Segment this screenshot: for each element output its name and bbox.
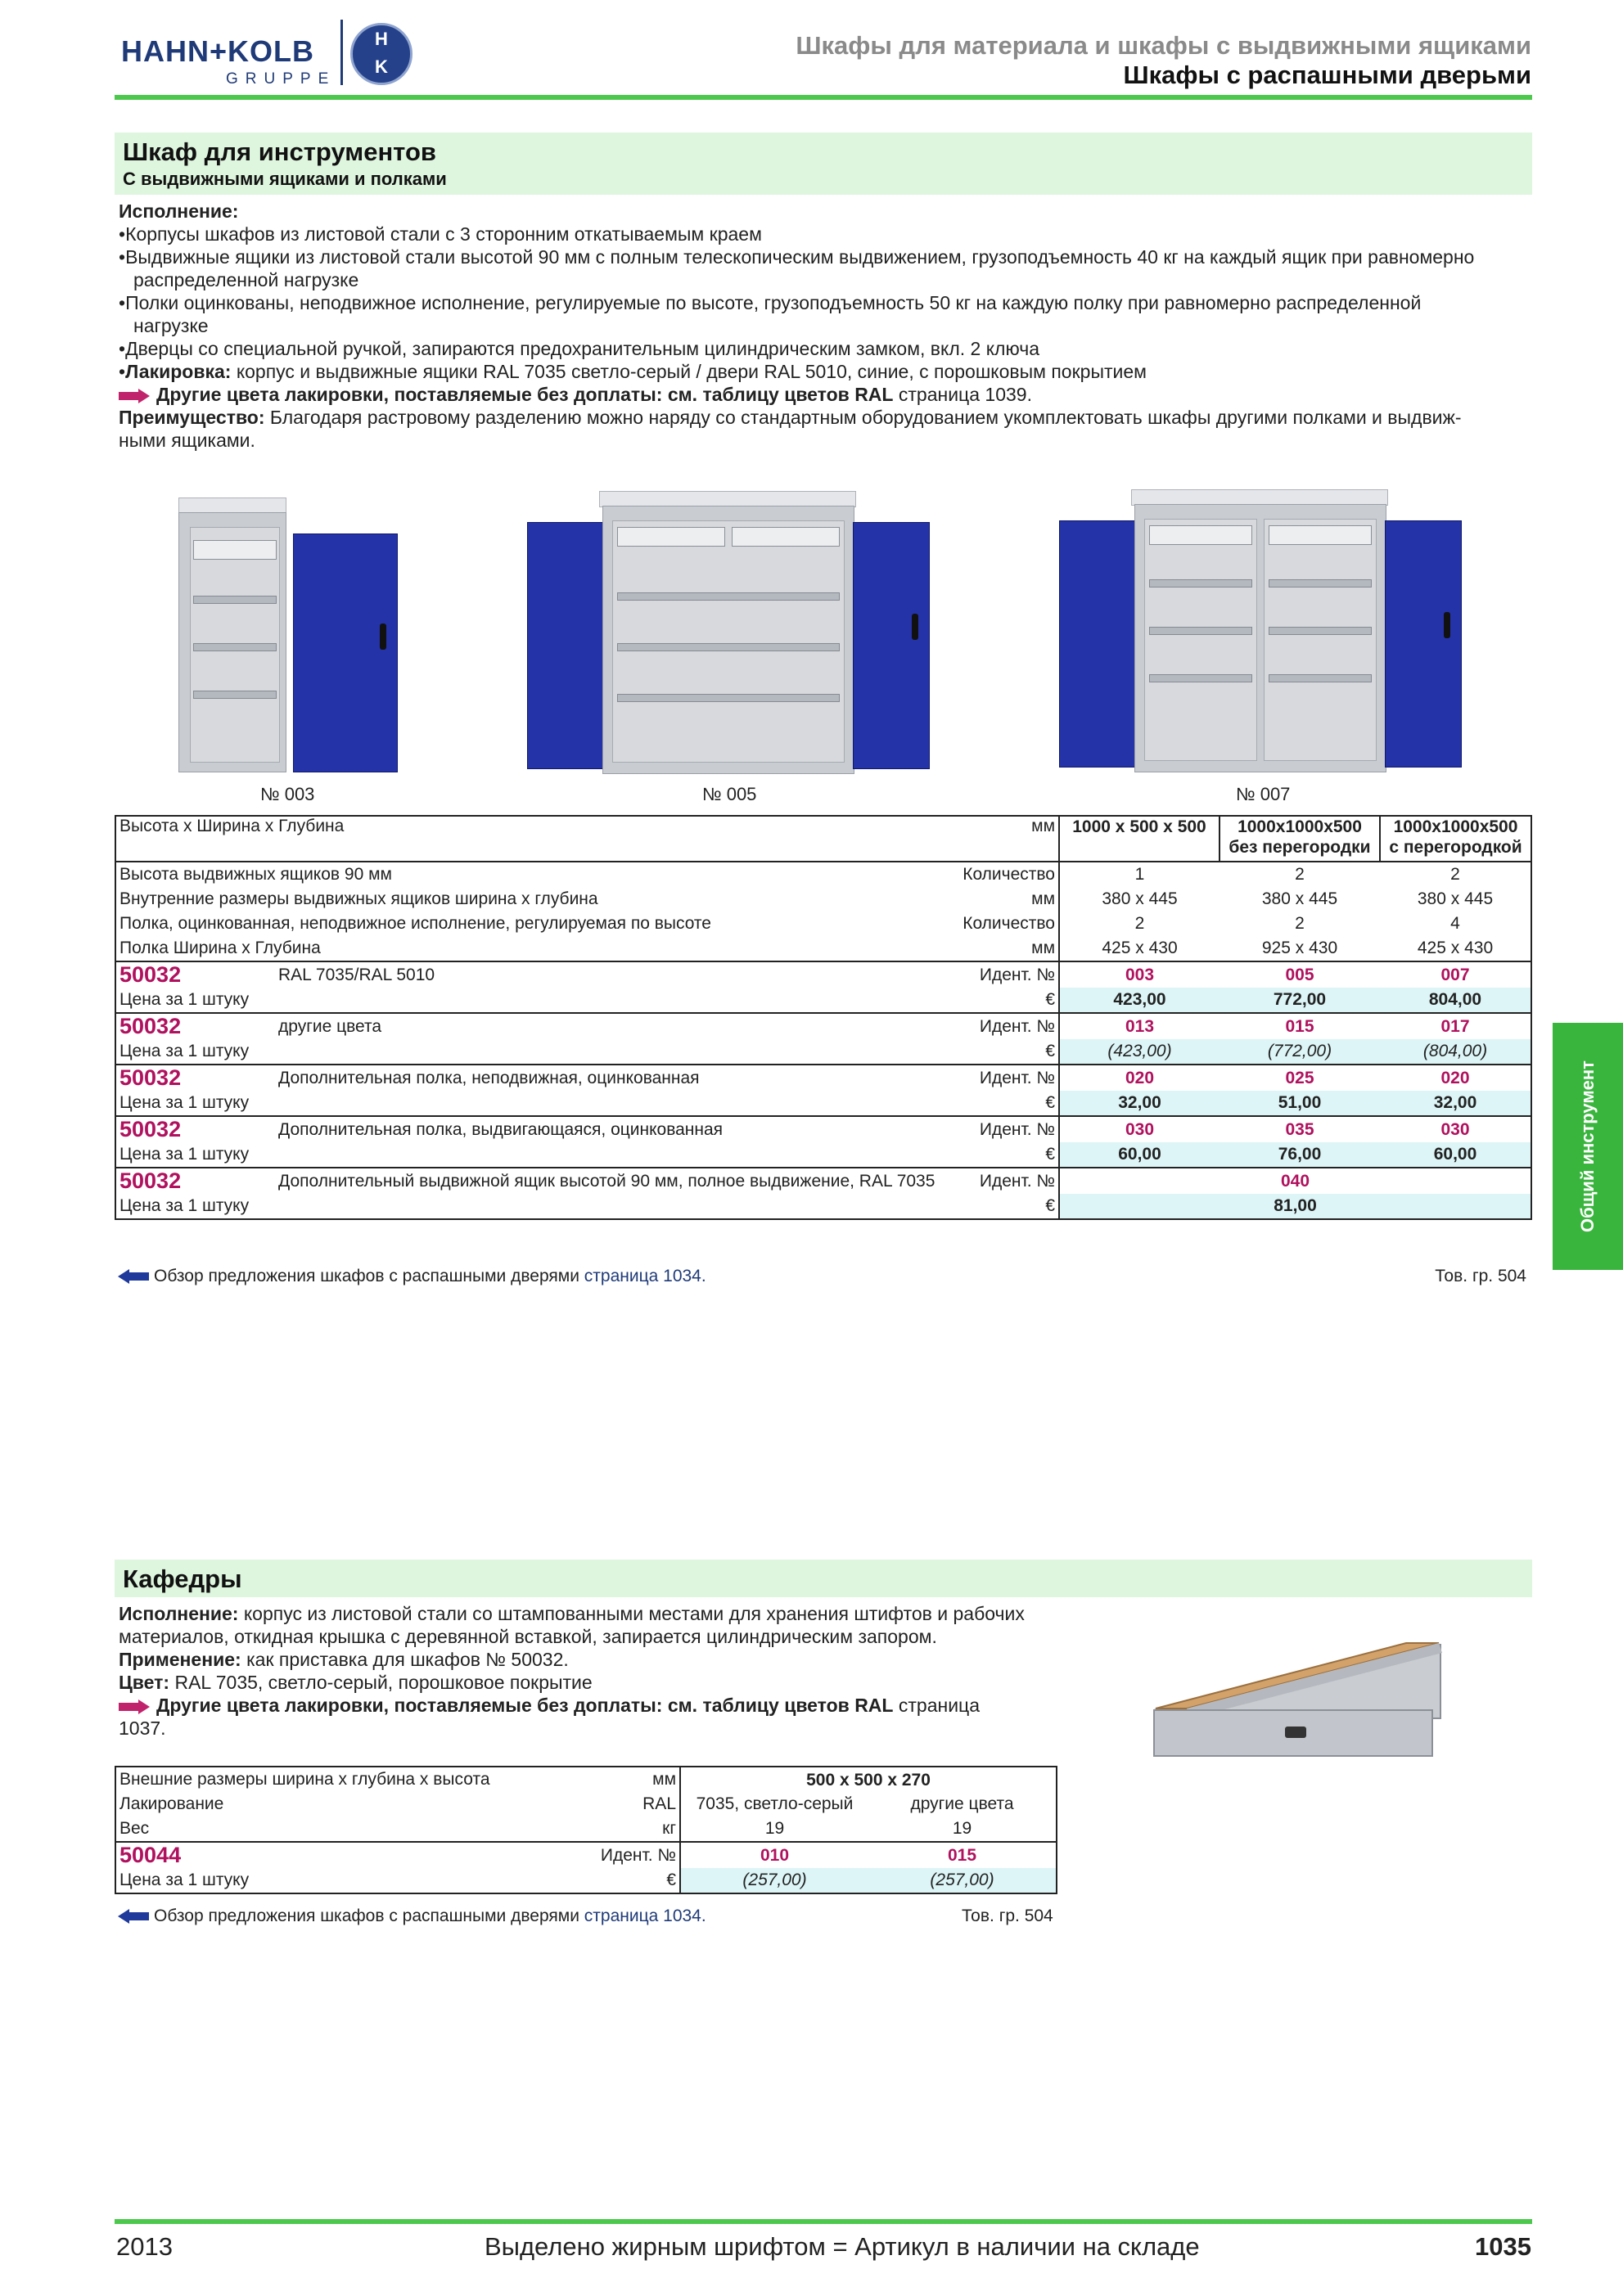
bullet-item: •Выдвижные ящики из листовой стали высотой 90 мм с полным телескопическим выдвижением, грузоподъемность 40 кг на каждый ящик при равномерно [119,246,1475,268]
footer-year: 2013 [116,2232,173,2261]
ident-number[interactable]: 025 [1220,1065,1380,1091]
price-value: 60,00 [1380,1142,1531,1168]
price-value: 51,00 [1220,1091,1380,1116]
section2-description [119,1602,1060,1740]
price-value: 60,00 [1059,1142,1220,1168]
overview-page-link[interactable]: страница 1034. [584,1267,706,1285]
price-row: Цена за 1 штуку € 81,00 [115,1194,1531,1219]
price-value: 772,00 [1220,988,1380,1013]
cabinet-005-image [525,491,930,774]
ident-number[interactable]: 030 [1380,1116,1531,1142]
footer-legend: Выделено жирным шрифтом = Артикул в наличии на складе [485,2232,1200,2261]
footer-rule [115,2219,1532,2224]
page-number: 1035 [1475,2232,1531,2261]
price-row: Цена за 1 штуку € 423,00 772,00 804,00 [115,988,1531,1013]
article-number[interactable]: 50032 [115,1013,275,1039]
side-tab-label: Общий инструмент [1577,1060,1598,1232]
application-line: Применение: как приставка для шкафов № 50032. [119,1649,569,1670]
article-row: 50032 другие цвета Идент. № 013 015 017 [115,1013,1531,1039]
table-row: Полка, оцинкованная, неподвижное исполнение, регулируемая по высоте Количество 2 2 4 [115,912,1531,936]
section-subtitle: С выдвижными ящиками и полками [123,169,447,189]
caption-007: № 007 [1236,784,1291,804]
overview-note-2: Обзор предложения шкафов с распашными дверями страница 1034. [116,1907,706,1926]
ident-number[interactable]: 030 [1059,1116,1220,1142]
header-category: Шкафы для материала и шкафы с выдвижными ящиками [796,31,1531,60]
ident-number[interactable]: 035 [1220,1116,1380,1142]
ident-number[interactable]: 007 [1380,961,1531,988]
price-row: Цена за 1 штуку € (257,00) (257,00) [115,1868,1057,1893]
price-value: 423,00 [1059,988,1220,1013]
execution-label: Исполнение: [119,200,239,222]
article-row: 50032 Дополнительная полка, выдвигающаяся, оцинкованная Идент. № 030 035 030 [115,1116,1531,1142]
bullet-item: •Полки оцинкованы, неподвижное исполнение, регулируемые по высоте, грузоподъемность 50 кг на каждую полку при равномерно распределенной [119,292,1422,313]
table-row: Высота выдвижных ящиков 90 мм Количество 1 2 2 [115,862,1531,887]
bullet-continuation: распределенной нагрузке [133,269,359,290]
colors-page-link[interactable]: страница [898,1695,981,1716]
brand-logo: HAHN+KOLB [121,34,315,68]
bullet-item: •Корпусы шкафов из листовой стали с 3 сторонним откатываемым краем [119,223,762,245]
arrow-left-icon [116,1269,149,1284]
ident-number[interactable]: 003 [1059,961,1220,988]
article-row: 50032 Дополнительный выдвижной ящик высотой 90 мм, полное выдвижение, RAL 7035 Идент. № 040 [115,1168,1531,1194]
emblem-letter-bottom: K [375,56,388,77]
ident-number[interactable]: 015 [1220,1013,1380,1039]
cabinet-003-image [178,497,398,774]
product-group-2: Тов. гр. 504 [962,1907,1053,1925]
article-row: 50044 Идент. № 010 015 [115,1842,1057,1868]
brand-group: GRUPPE [226,70,336,88]
advantage-line-2: ными ящиками. [119,430,255,451]
table-row: Полка Ширина x Глубина мм 425 x 430 925 x 430 425 x 430 [115,936,1531,961]
caption-005: № 005 [702,784,757,804]
article-number[interactable]: 50044 [115,1842,275,1868]
bullet-item-lacquer: •Лакировка: корпус и выдвижные ящики RAL 7035 светло-серый / двери RAL 5010, синие, с порошковым покрытием [119,361,1147,382]
overview-note: Обзор предложения шкафов с распашными дверями страница 1034. [116,1267,706,1286]
price-value: (257,00) [680,1868,868,1893]
article-number[interactable]: 50032 [115,1168,275,1194]
header-subcategory: Шкафы с распашными дверьми [1123,61,1531,89]
section2-title: Кафедры [123,1564,242,1593]
price-value: (423,00) [1059,1039,1220,1065]
price-row: Цена за 1 штуку € 32,00 51,00 32,00 [115,1091,1531,1116]
table-row: Лакирование RAL 7035, светло-серый другие цвета [115,1792,1057,1817]
price-value: (257,00) [868,1868,1057,1893]
execution-line-2: материалов, откидная крышка с деревянной вставкой, запирается цилиндрическим запором. [119,1626,937,1647]
table-row: Внешние размеры ширина x глубина x высота мм 500 x 500 x 270 [115,1767,1057,1792]
ident-number[interactable]: 017 [1380,1013,1531,1039]
header-rule [115,95,1532,100]
bullet-item: •Дверцы со специальной ручкой, запираются предохранительным цилиндрическим замком, вкл. 2 ключа [119,338,1039,359]
price-value: 32,00 [1380,1091,1531,1116]
colors-page-link[interactable]: страница 1039. [898,384,1032,405]
ident-number[interactable]: 020 [1380,1065,1531,1091]
arrow-left-icon [116,1909,149,1924]
article-number[interactable]: 50032 [115,1116,275,1142]
colors-note: Другие цвета лакировки, поставляемые без доплаты: см. таблицу цветов RAL страница 1039. [119,383,1535,406]
section2-heading-band [115,1560,1532,1597]
article-row: 50032 Дополнительная полка, неподвижная, оцинкованная Идент. № 020 025 020 [115,1065,1531,1091]
table-row: Внутренние размеры выдвижных ящиков ширина x глубина мм 380 x 445 380 x 445 380 x 445 [115,887,1531,912]
colors-page-number[interactable]: 1037. [119,1717,166,1739]
lectern-image [1138,1620,1457,1759]
section-heading-band [115,133,1532,195]
ident-number[interactable]: 013 [1059,1013,1220,1039]
table-row: Вес кг 19 19 [115,1817,1057,1842]
ident-number[interactable]: 020 [1059,1065,1220,1091]
price-value: 32,00 [1059,1091,1220,1116]
price-value: 804,00 [1380,988,1531,1013]
arrow-right-icon [119,1699,151,1714]
article-number[interactable]: 50032 [115,1065,275,1091]
price-row: Цена за 1 штуку € (423,00) (772,00) (804,00) [115,1039,1531,1065]
color-line: Цвет: RAL 7035, светло-серый, порошковое покрытие [119,1672,593,1693]
cabinet-spec-table [115,815,1532,1220]
colors-note: Другие цвета лакировки, поставляемые без доплаты: см. таблицу цветов RAL страница [119,1694,1060,1717]
section1-description [119,200,1535,452]
logo-separator [340,20,343,85]
price-value: 76,00 [1220,1142,1380,1168]
ident-number[interactable]: 040 [1059,1168,1531,1194]
emblem-letter-top: H [375,29,388,49]
overview-page-link-2[interactable]: страница 1034. [584,1907,706,1925]
side-category-tab[interactable] [1553,1023,1623,1270]
price-value: (804,00) [1380,1039,1531,1065]
price-value: 81,00 [1059,1194,1531,1219]
bullet-continuation: нагрузке [133,315,209,336]
arrow-right-icon [119,389,151,403]
lectern-spec-table [115,1766,1057,1894]
ident-number[interactable]: 005 [1220,961,1380,988]
table-row: Высота x Ширина x Глубина мм 1000 x 500 x 500 1000x1000x500 без перегородки 1000x1000x500 с перегородкой [115,816,1531,862]
price-row: Цена за 1 штуку € 60,00 76,00 60,00 [115,1142,1531,1168]
price-value: (772,00) [1220,1039,1380,1065]
brand-emblem [350,23,413,85]
section-title: Шкаф для инструментов [123,137,436,166]
execution-line: Исполнение: корпус из листовой стали со штампованными местами для хранения штифтов и рабочих [119,1603,1025,1624]
article-number[interactable]: 50032 [115,961,275,988]
advantage-line: Преимущество: Благодаря растровому разделению можно наряду со стандартным оборудованием укомплектовать шкафы другими полками и выдвиж- [119,407,1462,428]
ident-number[interactable]: 015 [868,1842,1057,1868]
article-row: 50032 RAL 7035/RAL 5010 Идент. № 003 005 007 [115,961,1531,988]
caption-003: № 003 [260,784,315,804]
ident-number[interactable]: 010 [680,1842,868,1868]
product-group: Тов. гр. 504 [1435,1267,1526,1285]
cabinet-007-image [1057,489,1462,774]
